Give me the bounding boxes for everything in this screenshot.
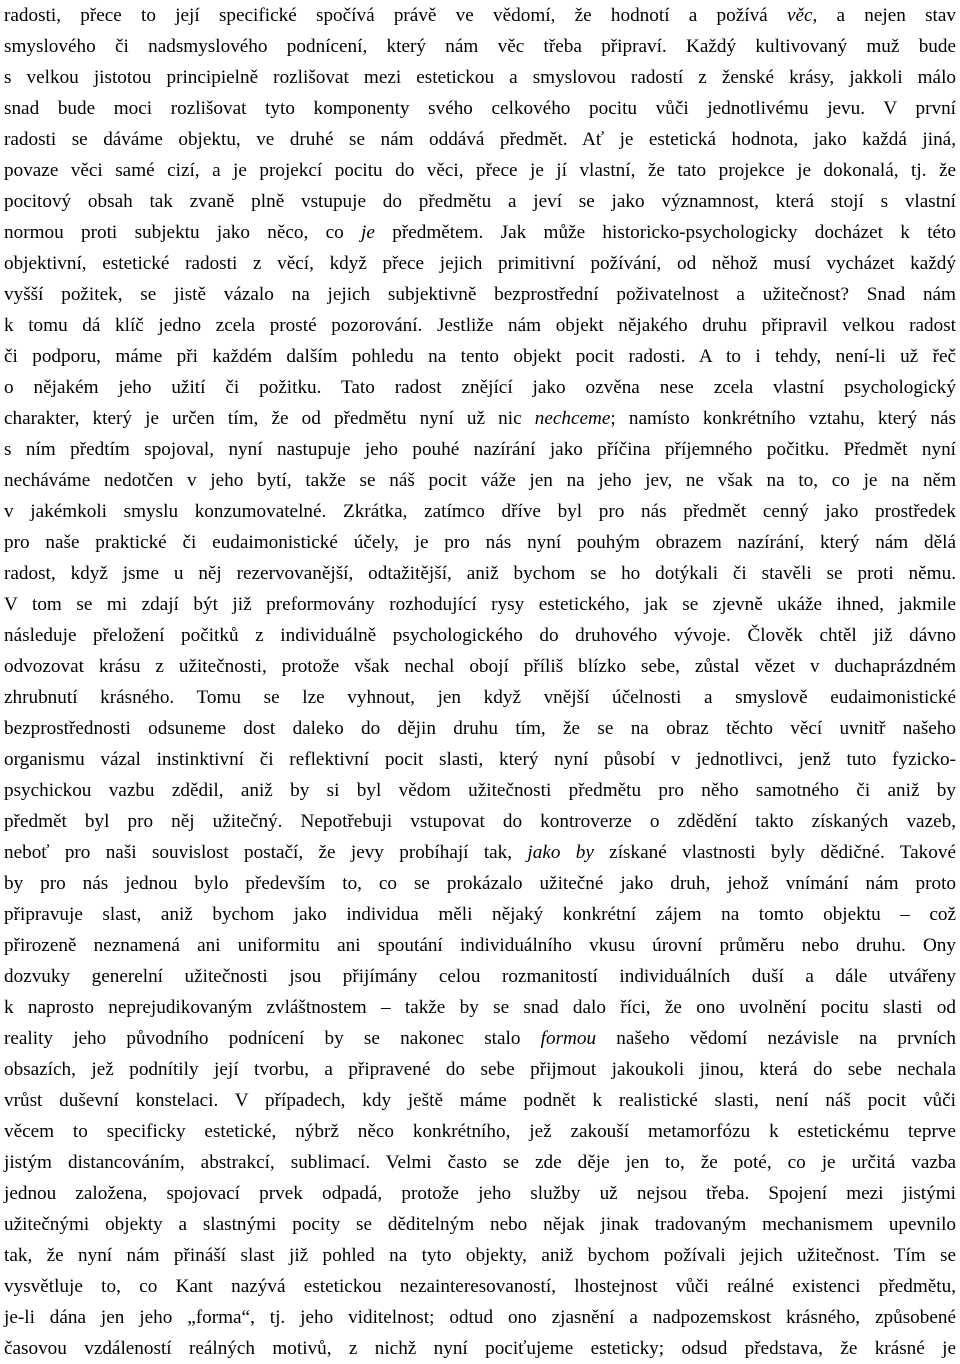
text-line [4, 1178, 956, 1209]
text-segment: o nějakém jeho užití či požitku. Tato radost znějící jako ozvěna nese zcela vlastní psychologický [4, 377, 956, 398]
text-segment: pocitový obsah tak zvaně plně vstupuje do předmětu a jeví se jako významnost, která stojí s vlastní [4, 191, 956, 212]
text-segment: by pro nás jednou bylo především to, co se prokázalo užitečné jako druh, jehož vnímání nám proto [4, 873, 956, 894]
text-segment: je-li dána jen jeho „forma“, tj. jeho viditelnost; odtud ono zjasnění a nadpozemskost krásného, způsobené [4, 1307, 956, 1328]
text-line [4, 1085, 956, 1116]
text-segment: objektivní, estetické radosti z věcí, když přece jejich primitivní požívání, od něhož musí vycházet každý [4, 253, 956, 274]
text-line [4, 775, 956, 806]
text-line [4, 651, 956, 682]
text-line [4, 434, 956, 465]
text-line [4, 62, 956, 93]
text-line [4, 1271, 956, 1302]
italic-text: je [361, 222, 375, 243]
text-line [4, 31, 956, 62]
text-line [4, 93, 956, 124]
text-segment: organismu vázal instinktivní či reflektivní pocit slasti, který nyní působí v jednotlivci, jenž tuto fyzicko- [4, 749, 956, 770]
text-segment: s velkou jistotou principielně rozlišovat mezi estetickou a smyslovou radostí z ženské krásy, jakkoli málo [4, 67, 956, 88]
text-segment: s ním předtím spojoval, nyní nastupuje jeho pouhé nazírání jako příčina příjemného počitku. Předmět nyní [4, 439, 956, 460]
text-line [4, 930, 956, 961]
text-segment: v jakémkoli smyslu konzumovatelné. Zkrátka, zatímco dříve byl pro nás předmět cenný jako prostředek [4, 501, 956, 522]
text-line [4, 124, 956, 155]
text-segment: radosti, přece to její specifické spočívá právě ve vědomí, že hodnotí a požívá [4, 5, 787, 26]
text-line [4, 1209, 956, 1240]
text-segment: tak, že nyní nám přináší slast již pohled na tyto objekty, aniž bychom požívali jejich užitečnost. Tím se [4, 1245, 956, 1266]
text-segment: jistým distancováním, abstrakcí, sublimací. Velmi často se zde děje jen to, že poté, co je určitá vazba [4, 1152, 956, 1173]
text-line [4, 1147, 956, 1178]
text-segment: pro naše praktické či eudaimonistické účely, je pro nás nyní pouhým obrazem nazírání, který nám dělá [4, 532, 956, 553]
text-line [4, 279, 956, 310]
text-line [4, 248, 956, 279]
text-segment: připravuje slast, aniž bychom jako individua měli nějaký konkrétní zájem na tomto objektu – což [4, 904, 956, 925]
text-segment: jednou založena, spojovací prvek odpadá, protože jeho služby už nejsou třeba. Spojení mezi jistými [4, 1183, 956, 1204]
text-segment: bezprostřednosti odsuneme dost daleko do dějin druhu tím, že se na obraz těchto věcí uvnitř našeho [4, 718, 956, 739]
italic-text: věc [786, 5, 813, 26]
text-segment: časovou vzdáleností reálných motivů, z nichž nyní pociťujeme esteticky; odsud představa, že krásné je [4, 1338, 956, 1359]
text-line [4, 1240, 956, 1271]
text-line [4, 341, 956, 372]
text-segment: reality jeho původního podnícení by se nakonec stalo [4, 1028, 541, 1049]
text-segment: obsazích, jež podnítily její tvorbu, a připravené do sebe přijmout jakoukoli jinou, která do sebe nechala [4, 1059, 956, 1080]
text-line [4, 558, 956, 589]
text-line [4, 372, 956, 403]
text-line [4, 806, 956, 837]
italic-text: formou [540, 1028, 597, 1049]
text-line [4, 961, 956, 992]
text-line [4, 1054, 956, 1085]
text-line [4, 1302, 956, 1333]
text-segment: věcem to specificky estetické, nýbrž něco konkrétního, jež zakouší metamorfózu k estetickému teprve [4, 1121, 956, 1142]
text-line [4, 682, 956, 713]
text-line [4, 1023, 956, 1054]
text-segment: charakter, který je určen tím, že od předmětu nyní už nic [4, 408, 535, 429]
text-segment: odvozovat krásu z užitečnosti, protože však nechal obojí příliš blízko sebe, zůstal vězet v duchaprázdném [4, 656, 956, 677]
text-line [4, 186, 956, 217]
text-segment: užitečnými objekty a slastnými pocity se děditelným nebo nějak jinak tradovaným mechanismem upevnilo [4, 1214, 956, 1235]
text-segment: snad bude moci rozlišovat tyto komponenty svého celkového pocitu vůči jednotlivému jevu. V první [4, 98, 956, 119]
text-segment: k naprosto neprejudikovaným zvláštnostem – takže by se snad dalo říci, že ono uvolnění pocitu slasti od [4, 997, 956, 1018]
text-segment: získané vlastnosti byly dědičné. Takové [593, 842, 956, 863]
text-segment: , a nejen stav [812, 5, 957, 26]
text-segment: necháváme nedotčen v jeho bytí, takže se náš pocit váže jen na jeho jev, ne však na to, co je na něm [4, 470, 956, 491]
text-line [4, 1333, 956, 1364]
text-segment: neboť pro naši souvislost postačí, že jevy probíhají tak, [4, 842, 528, 863]
text-line [4, 217, 956, 248]
text-segment: radost, když jsme u něj rezervovanější, odtažitější, aniž bychom se ho dotýkali či stavěli se proti němu. [4, 563, 956, 584]
text-line [4, 1116, 956, 1147]
text-line [4, 713, 956, 744]
text-line [4, 992, 956, 1023]
text-segment: předmět byl pro něj užitečný. Nepotřebuji vstupovat do kontroverze o zdědění takto získaných vazeb, [4, 811, 956, 832]
text-line [4, 868, 956, 899]
text-segment: či podporu, máme při každém dalším pohledu na tento objekt pocit radosti. A to i tehdy, není-li už řeč [4, 346, 956, 367]
text-segment: psychickou vazbu zdědil, aniž by si byl vědom užitečnosti předmětu pro něho samotného či aniž by [4, 780, 956, 801]
text-line [4, 310, 956, 341]
text-line [4, 589, 956, 620]
text-segment: V tom se mi zdají být již preformovány rozhodující rysy estetického, jak se zjevně ukáže ihned, jakmile [4, 594, 956, 615]
italic-text: nechceme [534, 408, 611, 429]
text-segment: zhrubnutí krásného. Tomu se lze vyhnout, jen když vnější účelnosti a smyslově eudaimonistické [4, 687, 956, 708]
text-segment: povaze věci samé cizí, a je projekcí pocitu do věci, přece je jí vlastní, že tato projekce je dokonalá, tj. že [4, 160, 956, 181]
text-segment: k tomu dá klíč jedno zcela prosté pozorování. Jestliže nám objekt nějakého druhu připravil velkou radost [4, 315, 956, 336]
text-line [4, 899, 956, 930]
text-segment: vysvětluje to, co Kant nazývá estetickou nezainteresovaností, lhostejnost vůči reálné existenci předmětu, [4, 1276, 956, 1297]
text-line [4, 403, 956, 434]
text-line [4, 155, 956, 186]
text-segment: předmětem. Jak může historicko-psychologicky docházet k této [374, 222, 956, 243]
text-line [4, 837, 956, 868]
text-line [4, 744, 956, 775]
text-segment: vyšší požitek, se jistě vázalo na jejich subjektivně bezprostřední poživatelnost a užitečnost? Snad nám [4, 284, 956, 305]
text-segment: dozvuky generelní užitečnosti jsou přijímány celou rozmanitostí individuálních duší a dále utvářeny [4, 966, 956, 987]
text-segment: normou proti subjektu jako něco, co [4, 222, 362, 243]
text-segment: radosti se dáváme objektu, ve druhé se nám oddává předmět. Ať je estetická hodnota, jako každá jiná, [4, 129, 956, 150]
text-segment: následuje přeložení počitků z individuálně psychologického do druhového vývoje. Člověk chtěl již dávno [4, 625, 956, 646]
text-line [4, 620, 956, 651]
text-segment: našeho vědomí nezávisle na prvních [596, 1028, 956, 1049]
text-line [4, 465, 956, 496]
text-line [4, 527, 956, 558]
text-line [4, 496, 956, 527]
text-segment: smyslového či nadsmyslového podnícení, který nám věc třeba připraví. Každý kultivovaný muž bude [4, 36, 956, 57]
text-segment: ; namísto konkrétního vztahu, který nás [610, 408, 956, 429]
text-segment: přirozeně neznamená ani uniformitu ani spoutání individuálního vkusu úrovní průměru nebo druhu. Ony [4, 935, 956, 956]
text-line [4, 0, 956, 31]
text-segment: vrůst duševní konstelaci. V případech, kdy ještě máme podnět k realistické slasti, není náš pocit vůči [4, 1090, 956, 1111]
italic-text: jako by [527, 842, 594, 863]
